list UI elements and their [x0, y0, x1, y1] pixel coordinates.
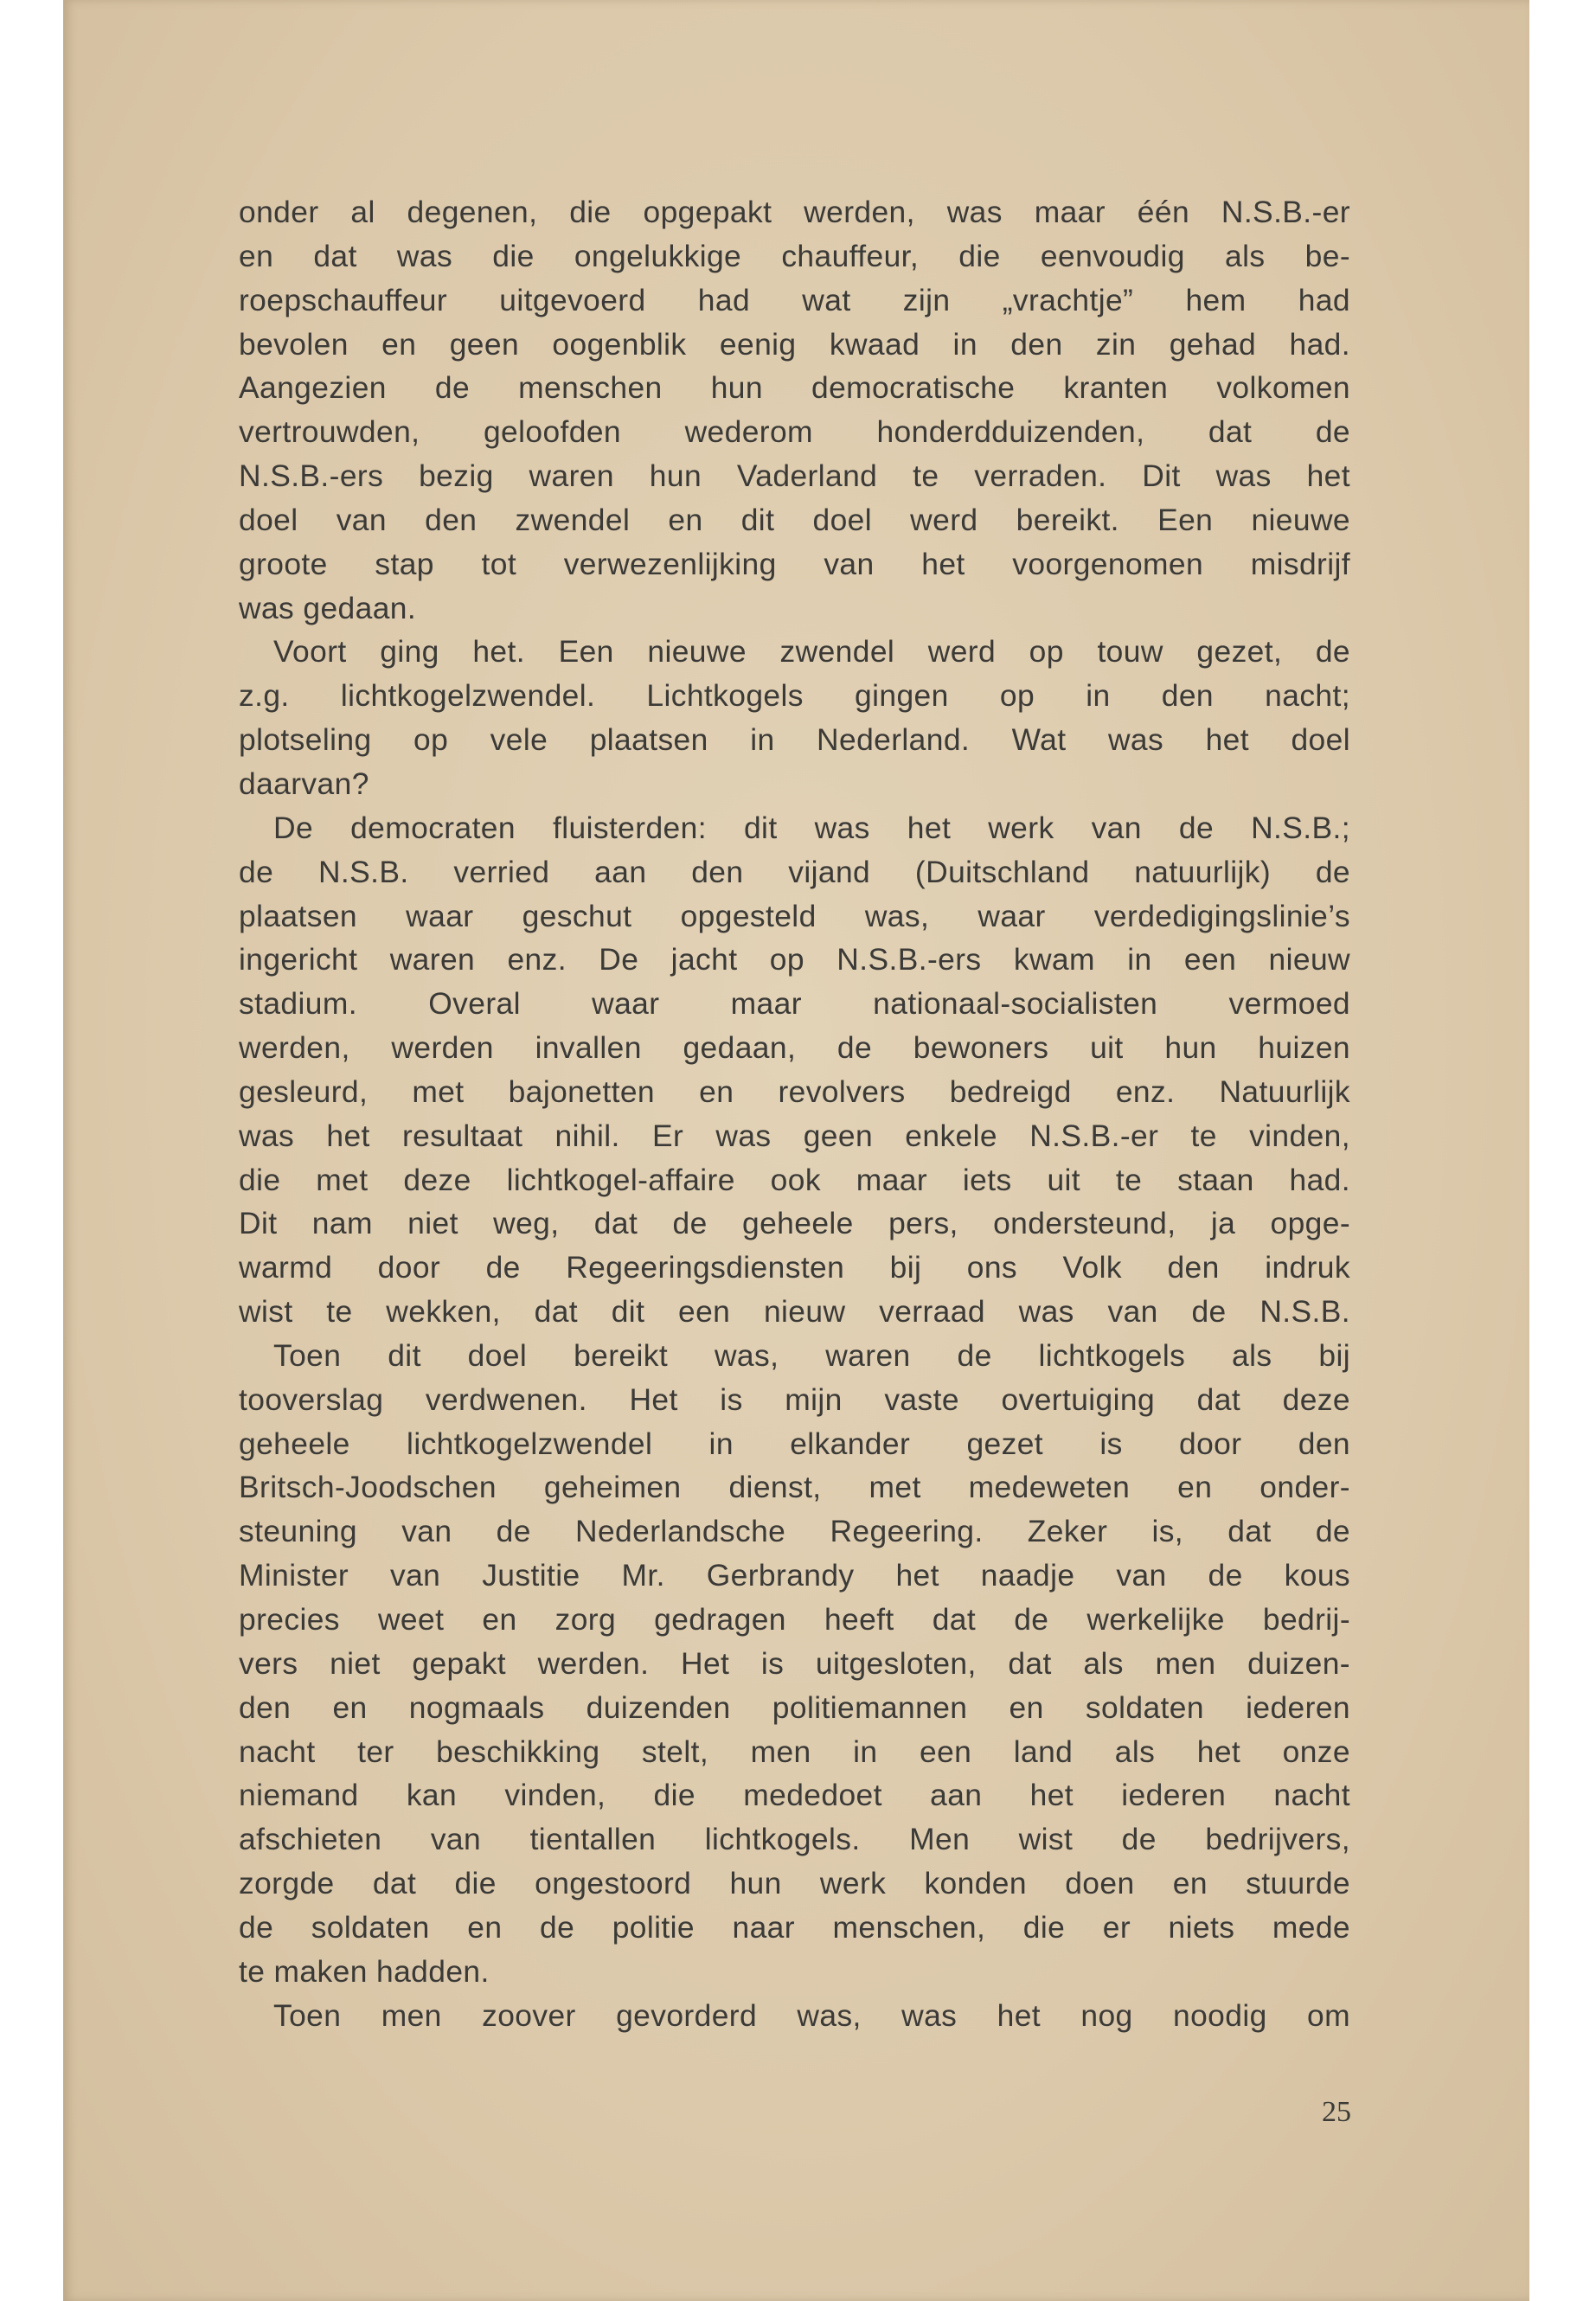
- text-line: N.S.B.-ers bezig waren hun Vaderland te verraden. Dit was het: [239, 458, 1350, 494]
- text-line: onder al degenen, die opgepakt werden, was maar één N.S.B.-er: [239, 195, 1350, 229]
- page-number: 25: [1322, 2096, 1351, 2128]
- text-line: Minister van Justitie Mr. Gerbrandy het naadje van de kous: [239, 1558, 1350, 1593]
- text-line: was het resultaat nihil. Er was geen enkele N.S.B.-er te vinden,: [239, 1118, 1350, 1153]
- text-line: roepschauffeur uitgevoerd had wat zijn „vrachtje” hem had: [239, 282, 1350, 317]
- text-line: steuning van de Nederlandsche Regeering. Zeker is, dat de: [239, 1514, 1350, 1549]
- text-line: ingericht waren enz. De jacht op N.S.B.-ers kwam in een nieuw: [239, 942, 1350, 977]
- text-line: Toen men zoover gevorderd was, was het nog noodig om: [273, 1997, 1350, 2033]
- text-line: tooverslag verdwenen. Het is mijn vaste overtuiging dat deze: [239, 1381, 1350, 1417]
- text-line: de N.S.B. verried aan den vijand (Duitschland natuurlijk) de: [239, 854, 1350, 889]
- text-line: niemand kan vinden, die mededoet aan het iederen nacht: [239, 1778, 1350, 1813]
- text-line: Toen dit doel bereikt was, waren de lichtkogels als bij: [273, 1337, 1350, 1373]
- text-line: de soldaten en de politie naar menschen, die er niets mede: [239, 1909, 1350, 1945]
- text-line: precies weet en zorg gedragen heeft dat de werkelijke bedrij-: [239, 1602, 1350, 1637]
- text-line: zorgde dat die ongestoord hun werk konden doen en stuurde: [239, 1866, 1350, 1901]
- text-line: daarvan?: [239, 766, 369, 801]
- text-line: Britsch-Joodschen geheimen dienst, met medeweten en onder-: [239, 1470, 1350, 1505]
- text-line: De democraten fluisterden: dit was het werk van de N.S.B.;: [273, 810, 1350, 845]
- text-line: afschieten van tientallen lichtkogels. Men wist de bedrijvers,: [239, 1822, 1350, 1857]
- text-line: nacht ter beschikking stelt, men in een land als het onze: [239, 1734, 1350, 1769]
- text-line: gesleurd, met bajonetten en revolvers bedreigd enz. Natuurlijk: [239, 1074, 1350, 1109]
- text-line: geheele lichtkogelzwendel in elkander gezet is door den: [239, 1426, 1350, 1461]
- text-line: en dat was die ongelukkige chauffeur, die eenvoudig als be-: [239, 238, 1350, 273]
- text-line: vers niet gepakt werden. Het is uitgesloten, dat als men duizen-: [239, 1645, 1350, 1681]
- text-line: doel van den zwendel en dit doel werd bereikt. Een nieuwe: [239, 502, 1350, 537]
- text-line: Dit nam niet weg, dat de geheele pers, ondersteund, ja opge-: [239, 1206, 1350, 1241]
- text-line: z.g. lichtkogelzwendel. Lichtkogels gingen op in den nacht;: [239, 678, 1350, 714]
- book-page: [63, 0, 1529, 2301]
- text-line: werden, werden invallen gedaan, de bewoners uit hun huizen: [239, 1030, 1350, 1066]
- text-line: te maken hadden.: [239, 1953, 490, 1989]
- text-line: bevolen en geen oogenblik eenig kwaad in den zin gehad had.: [239, 326, 1350, 362]
- text-line: vertrouwden, geloofden wederom honderdduizenden, dat de: [239, 414, 1350, 450]
- text-line: stadium. Overal waar maar nationaal-socialisten vermoed: [239, 986, 1350, 1022]
- text-line: was gedaan.: [239, 590, 417, 625]
- text-line: wist te wekken, dat dit een nieuw verraad was van de N.S.B.: [239, 1294, 1350, 1330]
- text-line: groote stap tot verwezenlijking van het voorgenomen misdrijf: [239, 546, 1350, 581]
- body-text: [239, 190, 1350, 2037]
- text-line: plaatsen waar geschut opgesteld was, waar verdedigingslinie’s: [239, 898, 1350, 933]
- text-line: warmd door de Regeeringsdiensten bij ons Volk den indruk: [239, 1250, 1350, 1285]
- text-line: Voort ging het. Een nieuwe zwendel werd op touw gezet, de: [273, 634, 1350, 670]
- text-line: den en nogmaals duizenden politiemannen en soldaten iederen: [239, 1689, 1350, 1725]
- text-line: plotseling op vele plaatsen in Nederland. Wat was het doel: [239, 722, 1350, 758]
- text-line: Aangezien de menschen hun democratische kranten volkomen: [239, 370, 1350, 406]
- text-line: die met deze lichtkogel-affaire ook maar iets uit te staan had.: [239, 1162, 1350, 1197]
